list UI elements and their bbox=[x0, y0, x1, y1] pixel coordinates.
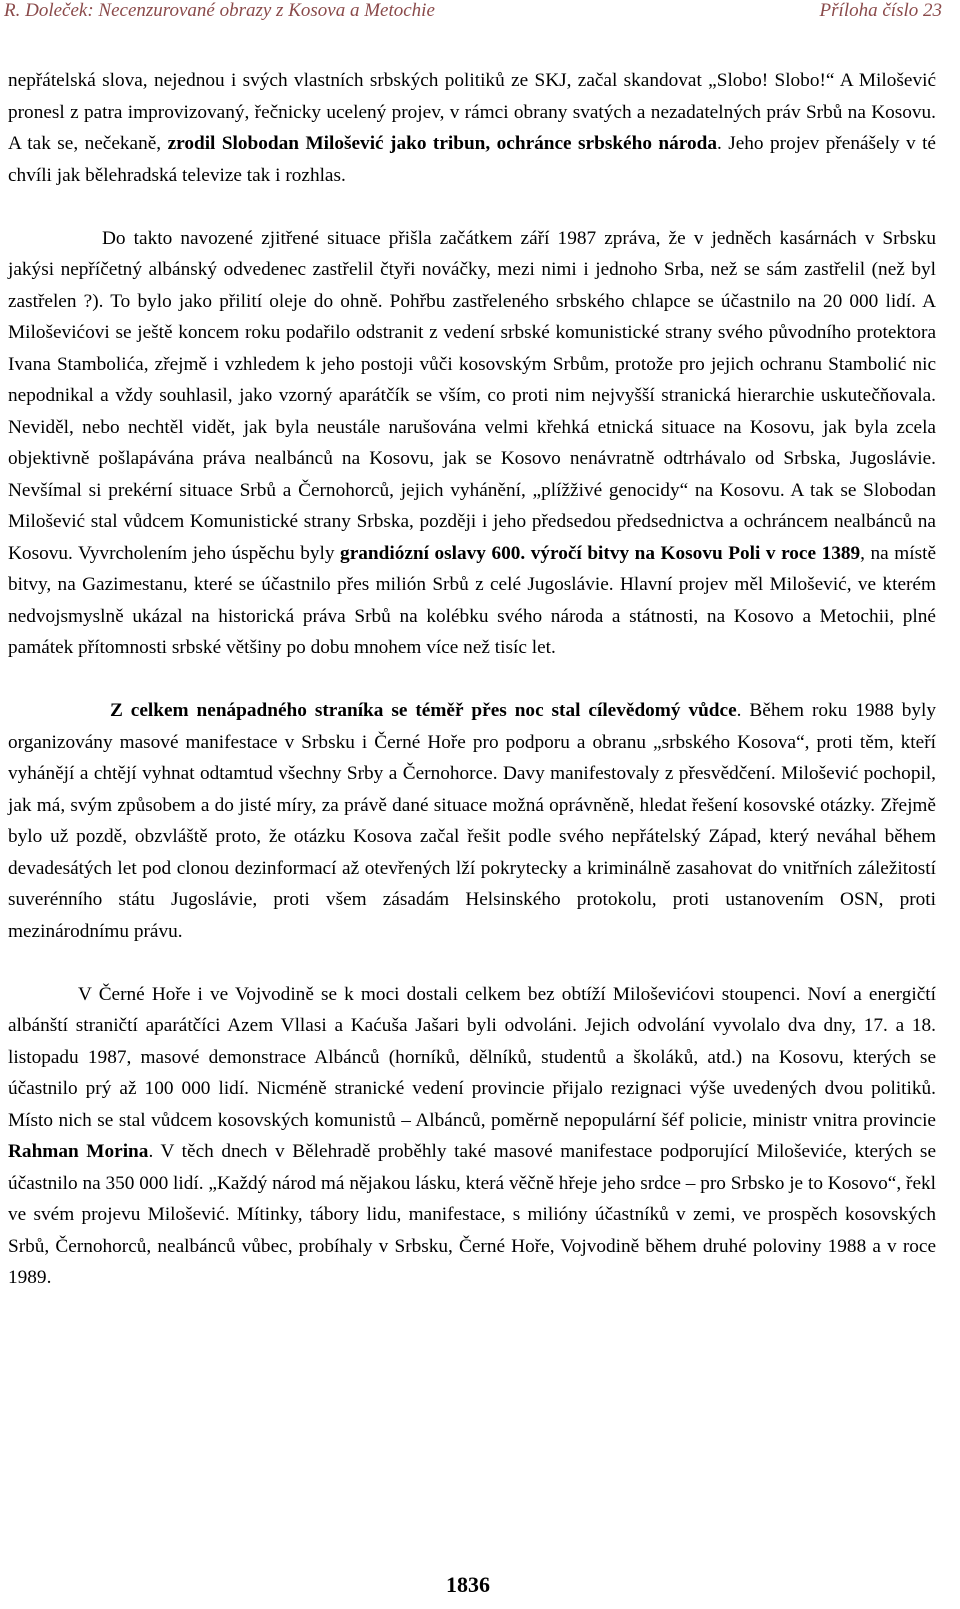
paragraph-gap bbox=[8, 664, 936, 696]
paragraph-4-text-a: V Černé Hoře i ve Vojvodině se k moci dostali celkem bez obtíží Miloševićovi stoupenci. Noví a energičtí albánští straničtí aparátčíci Azem Vllasi a Kaćuša Jašari byli odvoláni. Jejich odvolání vyvolalo dva dny, 17. a 18. listopadu 1987, masové demonstrace Albánců (horníků, dělníků, studentů a školáků, atd.) na Kosovu, kterých se účastnilo prý až 100 000 lidí. Nicméně stranické vedení provincie přijalo rezignaci výše uvedených dvou politiků. Místo nich se stal vůdcem kosovských komunistů – Albánců, poměrně nepopulární šéf policie, ministr vnitra provincie bbox=[8, 983, 936, 1131]
header-appendix-label: Příloha číslo 23 bbox=[819, 0, 942, 21]
paragraph-3 bbox=[8, 695, 936, 947]
paragraph-2-text-a: Do takto navozené zjitřené situace přišla začátkem září 1987 zpráva, že v jedněch kasárnách v Srbsku jakýsi nepříčetný albánský odvedenec zastřelil čtyři nováčky, mezi nimi i jednoho Srba, než se sám zastřelil (než byl zastřelen ?). To bylo jako přilití oleje do ohně. Pohřbu zastřeleného srbského chlapce se účastnilo na 20 000 lidí. A Miloševićovi se ještě koncem roku podařilo odstranit z vedení srbské komunistické strany svého původního protektora Ivana Stambolića, zřejmě i vzhledem k jeho postoji vůči kosovským Srbům, protože pro jejich ochranu Stambolić nic nepodnikal a vždy souhlasil, jako vzorný aparátčík se vším, co proti nim nejvyšší stranická hierarchie uskutečňovala. Neviděl, nebo nechtěl vidět, jak byla neustále narušována velmi křehká etnická situace na Kosovu, jak byla zcela objektivně pošlapávána práva nealbánců na Kosovu, jak se Kosovo nenávratně odtrhávalo od Srbska, Jugoslávie. Nevšímal si prekérní situace Srbů a Černohorců, jejich vyhánění, „plížživé genocidy“ na Kosovu. A tak se Slobodan Milošević stal vůdcem Komunistické strany Srbska, později i jeho předsedou předsednictva a ochráncem nealbánců na Kosovu. Vyvrcholením jeho úspěchu byly bbox=[8, 227, 936, 564]
paragraph-3-text: . Během roku 1988 byly organizovány masové manifestace v Srbsku i Černé Hoře pro podporu a obranu „srbského Kosova“, proti těm, kteří vyhánějí a chtějí vyhnat odtamtud všechny Srby a Černohorce. Davy manifestovaly z přesvědčení. Milošević pochopil, jak má, svým způsobem a do jisté míry, za právě dané situace možná oprávněně, hledat řešení kosovské otázky. Zřejmě bylo už pozdě, obzvláště proto, že otázku Kosova začal řešit podle svého nepřátelský Západ, který neváhal během devadesátých let pod clonou dezinformací až otevřených lží pokrytecky a kriminálně zasahovat do vnitřních záležitostí suverénního státu Jugoslávie, proti všem zásadám Helsinského protokolu, proti ustanovením OSN, proti mezinárodnímu právu. bbox=[8, 700, 937, 942]
header-title: R. Doleček: Necenzurované obrazy z Kosova a Metochie bbox=[4, 0, 435, 21]
page-number: 1836 bbox=[446, 1572, 490, 1597]
paragraph-2-bold: grandiózní oslavy 600. výročí bitvy na Kosovu Poli v roce 1389 bbox=[340, 542, 861, 564]
paragraph-1-text-b: . Jeho projev přenášely v té chvíli jak bělehradská televize tak i rozhlas. bbox=[8, 133, 936, 186]
paragraph-2 bbox=[8, 223, 936, 664]
paragraph-4 bbox=[8, 979, 936, 1294]
paragraph-1-text-a: nepřátelská slova, nejednou i svých vlastních srbských politiků ze SKJ, začal skandovat „Slobo! Slobo!“ A Milošević pronesl z patra improvizovaný, řečnicky ucelený projev, v rámci obrany svatých a nezadatelných práv Srbů na Kosovu. A tak se, nečekaně, bbox=[8, 70, 936, 154]
paragraph-1-bold: zrodil Slobodan Milošević jako tribun, ochránce srbského národa bbox=[167, 133, 717, 154]
paragraph-1 bbox=[8, 65, 936, 191]
paragraph-2-text-b: , na místě bitvy, na Gazimestanu, které se účastnilo přes milión Srbů z celé Jugoslávie. Hlavní projev měl Milošević, ve kterém nedvojsmyslně ukázal na historická práva Srbů na kolébku svého národa a státnosti, na Kosovo a Metochii, plné památek přítomnosti srbské většiny po dobu mnohem více než tisíc let. bbox=[8, 542, 937, 658]
paragraph-4-text-b: . V těch dnech v Bělehradě proběhly také masové manifestace podporující Miloševiće, kterých se účastnilo na 350 000 lidí. „Každý národ má nějakou lásku, která věčně hřeje jeho srdce – pro Srbsko je to Kosovo“, řekl ve svém projevu Milošević. Mítinky, tábory lidu, manifestace, s milióny účastníků v zemi, ve prospěch kosovských Srbů, Černohorců, nealbánců vůbec, probíhaly v Srbsku, Černé Hoře, Vojvodině během druhé poloviny 1988 a v roce 1989. bbox=[8, 1141, 936, 1288]
paragraph-3-bold: Z celkem nenápadného straníka se téměř přes noc stal cílevědomý vůdce bbox=[110, 700, 737, 721]
running-header bbox=[0, 0, 944, 26]
document-body bbox=[8, 65, 936, 1294]
paragraph-gap bbox=[8, 191, 936, 223]
paragraph-gap bbox=[8, 947, 936, 979]
paragraph-4-bold: Rahman Morina bbox=[8, 1141, 149, 1162]
